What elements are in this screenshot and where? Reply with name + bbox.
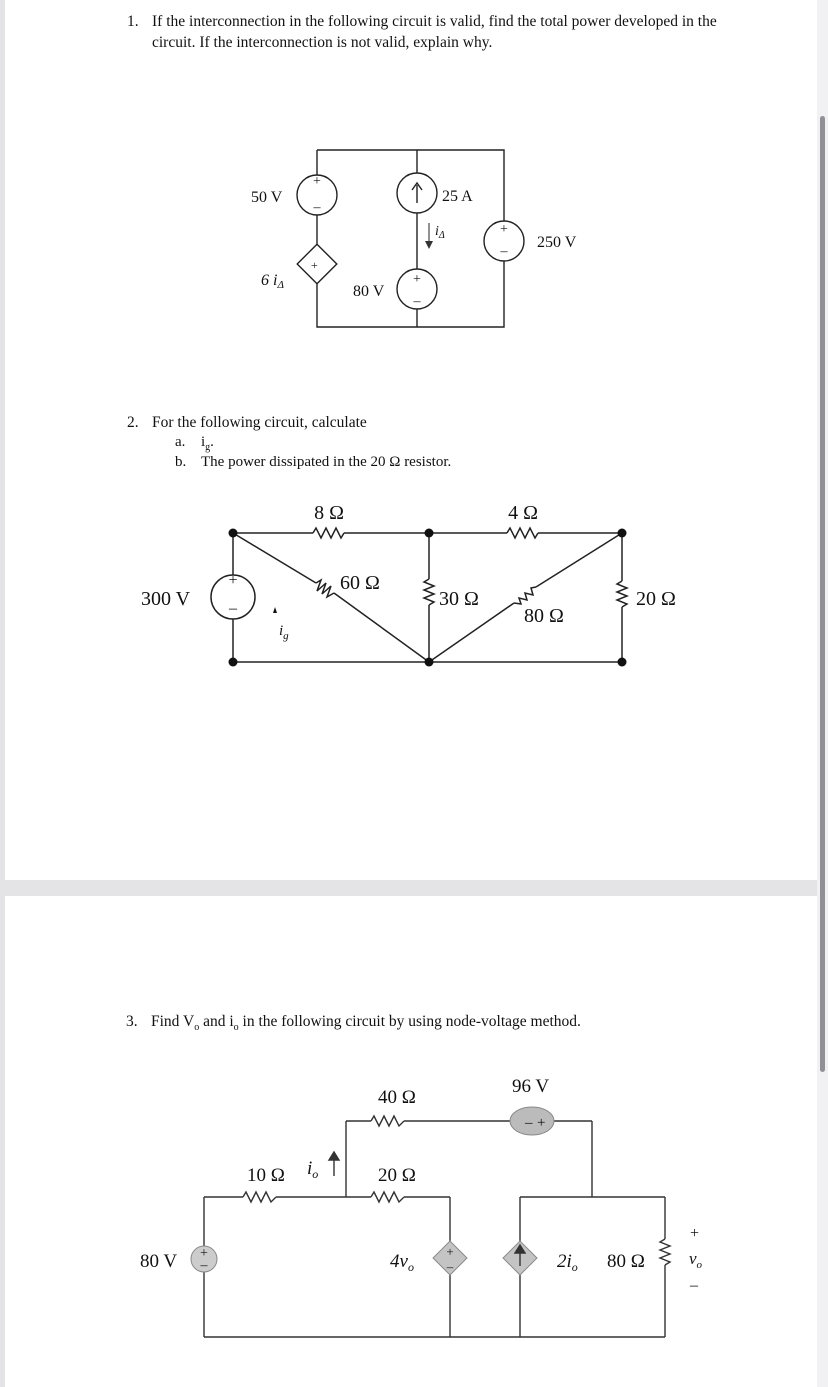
scrollbar-track[interactable]	[817, 0, 828, 1387]
circuit-3-diagram	[127, 1066, 727, 1366]
question-text: If the interconnection in the following circuit is valid, find the total power developed in the circuit. If the interconnection is not valid, explain why.	[152, 13, 717, 51]
label-20-ohm: 20 Ω	[636, 588, 676, 610]
circuit-2-diagram	[133, 495, 703, 675]
part-b-text: The power dissipated in the 20 Ω resistor.	[201, 454, 452, 470]
label-20-ohm: 20 Ω	[378, 1165, 416, 1186]
part-label: a.	[175, 434, 186, 450]
label-80-ohm: 80 Ω	[607, 1251, 645, 1272]
question-number: 1.	[127, 13, 139, 30]
part-a-text: $i_g$.	[201, 434, 214, 453]
vo-plus: +	[690, 1225, 700, 1242]
label-2io: $2i_o$	[557, 1251, 578, 1274]
label-i-delta: $i_\Delta$	[435, 224, 445, 241]
document-page-1	[5, 0, 817, 880]
label-40-ohm: 40 Ω	[378, 1087, 416, 1108]
plus-sign: +	[313, 174, 321, 189]
label-ig: $i_g$	[279, 623, 289, 642]
plus-sign: +	[311, 258, 318, 272]
circuit-1-diagram	[249, 145, 609, 355]
document-page-2	[5, 896, 817, 1387]
part-label: b.	[175, 454, 187, 470]
minus-sign: –	[413, 294, 421, 309]
label-vo: $v_o$	[689, 1249, 703, 1271]
label-4-ohm: 4 Ω	[508, 502, 538, 524]
question-text: For the following circuit, calculate	[152, 414, 367, 431]
minus-sign: –	[313, 200, 321, 215]
label-4vo: $4v_o$	[390, 1251, 414, 1274]
label-8-ohm: 8 Ω	[314, 502, 344, 524]
plus-sign: +	[228, 572, 238, 589]
label-io: $i_o$	[307, 1158, 319, 1181]
minus-sign: –	[525, 1115, 533, 1131]
label-80v: 80 V	[353, 283, 385, 300]
label-60-ohm: 60 Ω	[340, 572, 380, 594]
minus-sign: –	[229, 600, 237, 617]
plus-sign: +	[500, 222, 508, 237]
label-80v: 80 V	[140, 1251, 178, 1272]
scrollbar-thumb[interactable]	[820, 116, 825, 1072]
plus-sign: +	[200, 1246, 208, 1261]
label-80-ohm: 80 Ω	[524, 605, 564, 627]
label-250v: 250 V	[537, 234, 577, 251]
label-300v: 300 V	[141, 588, 191, 610]
label-10-ohm: 10 Ω	[247, 1165, 285, 1186]
vo-minus: –	[690, 1277, 698, 1294]
plus-sign: +	[446, 1244, 454, 1259]
minus-sign: –	[200, 1258, 208, 1273]
label-30-ohm: 30 Ω	[439, 588, 479, 610]
label-96v: 96 V	[512, 1076, 550, 1097]
question-2-parts	[175, 432, 575, 474]
plus-sign: +	[537, 1115, 546, 1131]
label-50v: 50 V	[251, 189, 283, 206]
minus-sign: –	[446, 1259, 454, 1274]
question-number: 3.	[126, 1013, 138, 1030]
plus-sign: +	[413, 272, 421, 287]
label-25a: 25 A	[442, 188, 473, 205]
question-number: 2.	[127, 414, 139, 431]
label-6-i-delta: 6 iΔ	[261, 272, 284, 291]
minus-sign: –	[500, 244, 508, 259]
question-text: Find $V_o$ and $i_o$ in the following circuit by using node-voltage method.	[151, 1013, 581, 1034]
